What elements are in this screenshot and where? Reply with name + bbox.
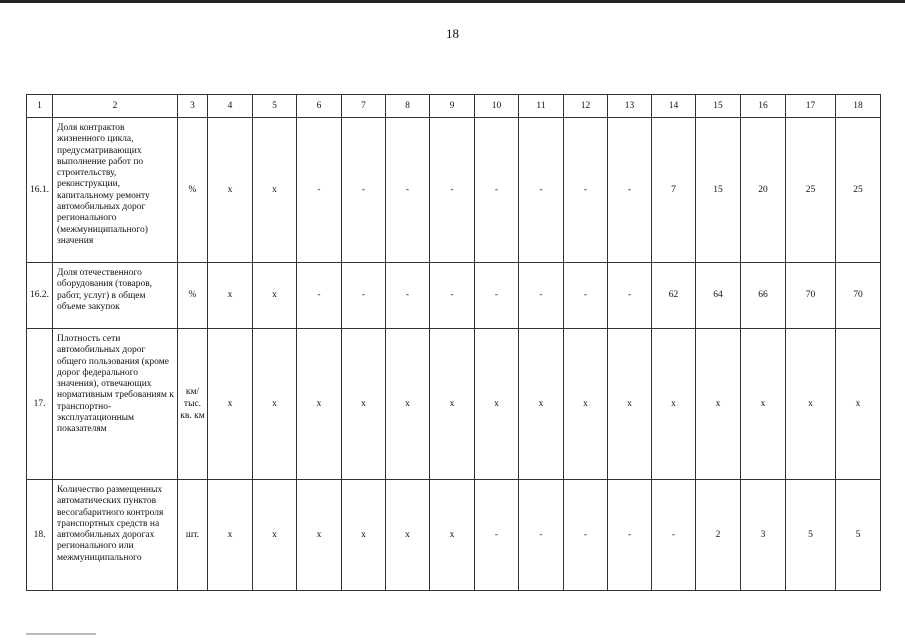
value-cell: х (208, 118, 253, 263)
value-cell: - (564, 118, 608, 263)
value-cell: х (208, 263, 253, 329)
value-cell: х (342, 329, 386, 480)
header-cell: 9 (430, 95, 475, 118)
value-cell: 5 (836, 480, 881, 591)
header-cell: 2 (53, 95, 178, 118)
header-cell: 3 (178, 95, 208, 118)
indicators-table (26, 94, 881, 591)
header-cell: 1 (27, 95, 53, 118)
table-row (27, 329, 881, 480)
table-row (27, 118, 881, 263)
value-cell: х (430, 480, 475, 591)
header-cell: 13 (608, 95, 652, 118)
value-cell: х (652, 329, 696, 480)
header-cell: 8 (386, 95, 430, 118)
value-cell: 62 (652, 263, 696, 329)
header-cell: 15 (696, 95, 741, 118)
value-cell: 7 (652, 118, 696, 263)
value-cell: х (253, 118, 297, 263)
value-cell: - (519, 263, 564, 329)
value-cell: 3 (741, 480, 786, 591)
page-top-border (0, 0, 905, 3)
header-cell: 5 (253, 95, 297, 118)
indicator-name: Количество размещенных автоматических пунктов весогабаритного контроля транспортных средств на автомобильных дорогах регионального или межмуниципального (53, 480, 178, 591)
value-cell: 70 (786, 263, 836, 329)
header-cell: 4 (208, 95, 253, 118)
value-cell: - (608, 480, 652, 591)
value-cell: - (475, 263, 519, 329)
row-number: 17. (27, 329, 53, 480)
value-cell: 25 (786, 118, 836, 263)
value-cell: х (475, 329, 519, 480)
header-cell: 11 (519, 95, 564, 118)
value-cell: х (608, 329, 652, 480)
value-cell: 66 (741, 263, 786, 329)
header-cell: 17 (786, 95, 836, 118)
value-cell: - (519, 118, 564, 263)
value-cell: 25 (836, 118, 881, 263)
value-cell: 2 (696, 480, 741, 591)
table-row (27, 480, 881, 591)
value-cell: - (342, 118, 386, 263)
value-cell: х (342, 480, 386, 591)
header-cell: 14 (652, 95, 696, 118)
header-cell: 12 (564, 95, 608, 118)
value-cell: х (564, 329, 608, 480)
value-cell: х (386, 480, 430, 591)
value-cell: х (297, 329, 342, 480)
page-number: 18 (446, 26, 459, 41)
unit-cell: шт. (178, 480, 208, 591)
value-cell: - (430, 118, 475, 263)
indicator-name: Плотность сети автомобильных дорог общего пользования (кроме дорог федерального значения), отвечающих нормативным требованиям к транспортно-эксплуатационным показателям (53, 329, 178, 480)
value-cell: 5 (786, 480, 836, 591)
value-cell: х (208, 480, 253, 591)
value-cell: х (836, 329, 881, 480)
value-cell: - (430, 263, 475, 329)
value-cell: - (386, 263, 430, 329)
unit-cell (178, 329, 208, 480)
value-cell: х (741, 329, 786, 480)
value-cell: - (297, 118, 342, 263)
value-cell: х (253, 263, 297, 329)
value-cell: 64 (696, 263, 741, 329)
row-number: 18. (27, 480, 53, 591)
value-cell: х (696, 329, 741, 480)
value-cell: 15 (696, 118, 741, 263)
value-cell: - (564, 480, 608, 591)
value-cell: - (297, 263, 342, 329)
value-cell: - (475, 118, 519, 263)
indicator-name: Доля отечественного оборудования (товаров, работ, услуг) в общем объеме закупок (53, 263, 178, 329)
unit-cell: % (178, 118, 208, 263)
indicator-name: Доля контрактов жизненного цикла, предусматривающих выполнение работ по строительству, реконструкции, капитальному ремонту автомобильных дорог регионального (межмуниципального) значения (53, 118, 178, 263)
value-cell: - (652, 480, 696, 591)
header-cell: 10 (475, 95, 519, 118)
value-cell: - (564, 263, 608, 329)
value-cell: - (608, 118, 652, 263)
value-cell: - (519, 480, 564, 591)
scan-artifact (26, 633, 96, 635)
column-number-header-row (27, 95, 881, 118)
header-cell: 6 (297, 95, 342, 118)
value-cell: 70 (836, 263, 881, 329)
value-cell: х (297, 480, 342, 591)
unit-cell: % (178, 263, 208, 329)
value-cell: х (786, 329, 836, 480)
header-cell: 18 (836, 95, 881, 118)
row-number: 16.2. (27, 263, 53, 329)
header-cell: 16 (741, 95, 786, 118)
value-cell: 20 (741, 118, 786, 263)
table-row (27, 263, 881, 329)
value-cell: - (342, 263, 386, 329)
value-cell: - (475, 480, 519, 591)
unit-text: км/ тыс. кв. км (180, 387, 205, 421)
value-cell: х (386, 329, 430, 480)
value-cell: х (519, 329, 564, 480)
value-cell: - (608, 263, 652, 329)
value-cell: х (430, 329, 475, 480)
value-cell: х (253, 480, 297, 591)
row-number: 16.1. (27, 118, 53, 263)
value-cell: х (253, 329, 297, 480)
header-cell: 7 (342, 95, 386, 118)
value-cell: х (208, 329, 253, 480)
value-cell: - (386, 118, 430, 263)
